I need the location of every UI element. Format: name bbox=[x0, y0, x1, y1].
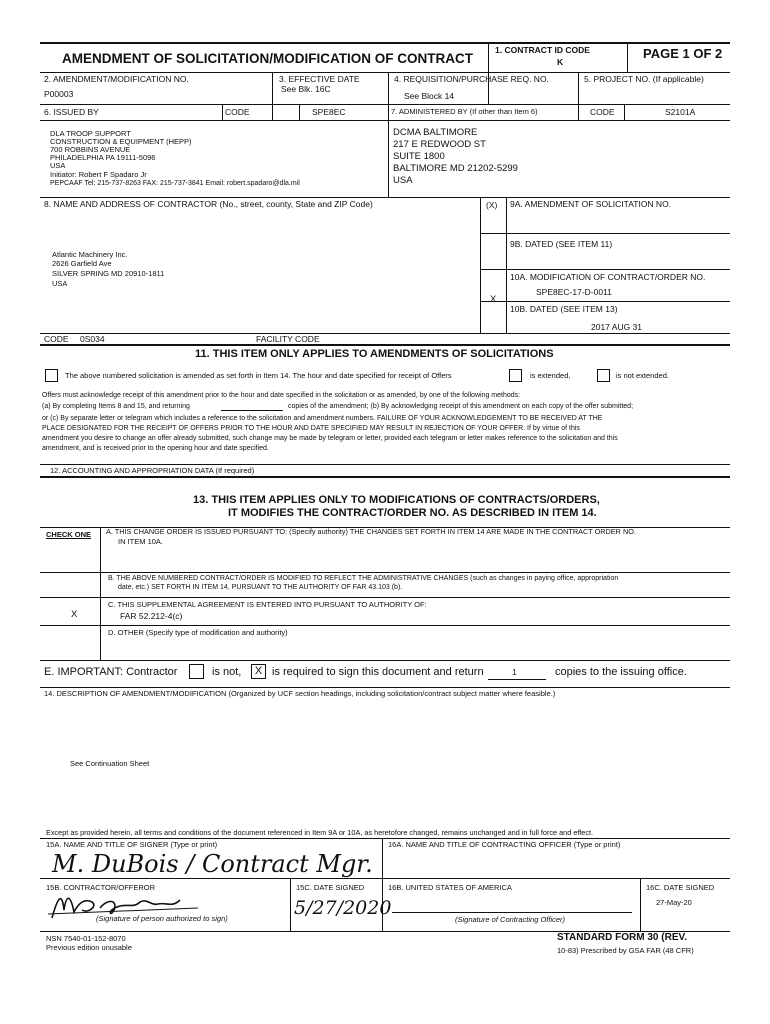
administered-code-value: S2101A bbox=[665, 107, 696, 117]
is-not-checkbox[interactable] bbox=[189, 664, 204, 679]
issuer-line: 700 ROBBINS AVENUE bbox=[50, 145, 131, 154]
sec11-line5: PLACE DESIGNATED FOR THE RECEIPT OF OFFERS PRIOR TO THE HOUR AND DATE SPECIFIED MAY RESULT IN REJECTION OF YOUR OFFER. If by virtue of this bbox=[42, 425, 580, 432]
administered-code-label: CODE bbox=[590, 107, 615, 117]
item13a-line2: IN ITEM 10A. bbox=[118, 537, 164, 546]
section-11-title: 11. THIS ITEM ONLY APPLIES TO AMENDMENTS OF SOLICITATIONS bbox=[195, 348, 554, 360]
copies-tail: copies to the issuing office. bbox=[555, 666, 687, 678]
item10b-label: 10B. DATED (SEE ITEM 13) bbox=[510, 304, 618, 314]
issuer-line: CONSTRUCTION & EQUIPMENT (HEPP) bbox=[50, 137, 192, 146]
issuer-line: USA bbox=[50, 161, 66, 170]
contractor-line: Atlantic Machinery Inc. bbox=[52, 250, 128, 259]
item16a-label: 16A. NAME AND TITLE OF CONTRACTING OFFICER (Type or print) bbox=[388, 840, 621, 849]
contracting-officer-signature-line bbox=[392, 912, 632, 913]
item10-check-mark: X bbox=[490, 294, 497, 305]
item10a-label: 10A. MODIFICATION OF CONTRACT/ORDER NO. bbox=[510, 272, 706, 282]
item13c-line1: C. THIS SUPPLEMENTAL AGREEMENT IS ENTERED INTO PURSUANT TO AUTHORITY OF: bbox=[108, 600, 427, 609]
contract-id-value: K bbox=[557, 57, 564, 67]
admin-line: DCMA BALTIMORE bbox=[393, 127, 478, 138]
standard-form-revision: 10-83) Prescribed by GSA FAR (48 CFR) bbox=[557, 946, 694, 955]
admin-line: 217 E REDWOOD ST bbox=[393, 139, 486, 150]
admin-line: SUITE 1800 bbox=[393, 151, 445, 162]
issued-code-label: CODE bbox=[225, 107, 250, 117]
section-13-title-2: IT MODIFIES THE CONTRACT/ORDER NO. AS DESCRIBED IN ITEM 14. bbox=[228, 507, 597, 519]
contractor-code-value: 0S034 bbox=[80, 334, 105, 344]
contract-id-label: 1. CONTRACT ID CODE bbox=[495, 45, 590, 55]
admin-line: USA bbox=[393, 175, 413, 186]
sec11-line3a: (a) By completing Items 8 and 15, and returning bbox=[42, 403, 190, 410]
is-not-label: is not, bbox=[212, 666, 242, 678]
item16c-value: 27-May-20 bbox=[656, 898, 692, 907]
item10b-value: 2017 AUG 31 bbox=[591, 322, 643, 332]
sec11-line1: The above numbered solicitation is amended as set forth in Item 14. The hour and date specified for receipt of Offers bbox=[65, 371, 452, 380]
contractor-line: SILVER SPRING MD 20910-1811 bbox=[52, 269, 165, 278]
is-required-label: is required to sign this document and return bbox=[272, 666, 484, 678]
extended-label: is extended, bbox=[530, 371, 571, 380]
item15a-label: 15A. NAME AND TITLE OF SIGNER (Type or print) bbox=[46, 840, 218, 849]
section-13-title-1: 13. THIS ITEM APPLIES ONLY TO MODIFICATIONS OF CONTRACTS/ORDERS, bbox=[193, 494, 600, 506]
issuer-line: DLA TROOP SUPPORT bbox=[50, 129, 131, 138]
contractor-line: USA bbox=[52, 279, 68, 288]
effective-date-value: See Blk. 16C bbox=[281, 84, 331, 94]
amendment-no-label: 2. AMENDMENT/MODIFICATION NO. bbox=[44, 74, 189, 84]
item14-label: 14. DESCRIPTION OF AMENDMENT/MODIFICATION (Organized by UCF section headings, including solicitation/contract subject matter where feasible.) bbox=[44, 689, 556, 698]
nsn-number: NSN 7540-01-152-8070 bbox=[46, 934, 126, 943]
sec11-line3b: copies of the amendment; (b) By acknowledging receipt of this amendment on each copy of the offer submitted; bbox=[288, 403, 634, 410]
item13d-label: D. OTHER (Specify type of modification and authority) bbox=[108, 628, 288, 637]
effective-date-label: 3. EFFECTIVE DATE bbox=[279, 74, 360, 84]
sec11-line7: amendment, and is received prior to the opening hour and date specified. bbox=[42, 445, 269, 452]
item9a-label: 9A. AMENDMENT OF SOLICITATION NO. bbox=[510, 199, 672, 209]
administered-by-label: 7. ADMINISTERED BY (If other than Item 6) bbox=[391, 107, 538, 116]
except-statement: Except as provided herein, all terms and conditions of the document referenced in Item 9A or 10A, as heretofore changed, remains unchanged and in full force and effect. bbox=[46, 828, 594, 837]
not-extended-label: is not extended. bbox=[616, 371, 669, 380]
not-extended-checkbox[interactable] bbox=[597, 369, 610, 382]
item16b-caption: (Signature of Contracting Officer) bbox=[455, 915, 566, 924]
important-label: E. IMPORTANT: Contractor bbox=[44, 666, 178, 678]
contractor-line: 2626 Garfield Ave bbox=[52, 259, 112, 268]
check-one-label: CHECK ONE bbox=[46, 530, 92, 539]
previous-edition-note: Previous edition unusable bbox=[46, 943, 132, 952]
contractor-label: 8. NAME AND ADDRESS OF CONTRACTOR (No., street, county, State and ZIP Code) bbox=[44, 199, 373, 209]
facility-code-label: FACILITY CODE bbox=[256, 334, 320, 344]
item13c-check-mark: X bbox=[71, 609, 78, 620]
item15c-value: 5/27/2020 bbox=[294, 897, 392, 919]
item16c-label: 16C. DATE SIGNED bbox=[646, 883, 715, 892]
item13b-line2: date, etc.) SET FORTH IN ITEM 14, PURSUANT TO THE AUTHORITY OF FAR 43.103 (b). bbox=[118, 584, 403, 591]
signer-name-handwritten: M. DuBois / Contract Mgr. bbox=[52, 850, 373, 878]
returning-copies-blank[interactable] bbox=[221, 410, 283, 411]
copies-blank bbox=[488, 679, 546, 680]
amendment-checkbox[interactable] bbox=[45, 369, 58, 382]
item13b-line1: B. THE ABOVE NUMBERED CONTRACT/ORDER IS MODIFIED TO REFLECT THE ADMINISTRATIVE CHANGES (such as changes in paying office, appropriation bbox=[108, 575, 619, 582]
item9b-label: 9B. DATED (SEE ITEM 11) bbox=[510, 239, 613, 249]
item10a-value: SPE8EC-17-D-0011 bbox=[536, 287, 612, 297]
item15b-caption: (Signature of person authorized to sign) bbox=[96, 914, 228, 923]
sec11-line2: Offers must acknowledge receipt of this amendment prior to the hour and date specified in the solicitation or as amended, by one of the following methods: bbox=[42, 392, 521, 399]
issuer-line: PEPCAAF Tel: 215-737-8263 FAX: 215-737-3841 Email: robert.spadaro@dla.mil bbox=[50, 180, 300, 187]
standard-form-label: STANDARD FORM 30 (REV. bbox=[557, 932, 688, 943]
form-title: AMENDMENT OF SOLICITATION/MODIFICATION OF CONTRACT bbox=[62, 51, 473, 66]
item12-label: 12. ACCOUNTING AND APPROPRIATION DATA (If required) bbox=[50, 466, 255, 475]
issuer-line: PHILADELPHIA PA 19111-5096 bbox=[50, 153, 156, 162]
page-indicator: PAGE 1 OF 2 bbox=[643, 46, 723, 61]
x-column-label: (X) bbox=[486, 200, 498, 210]
requisition-value: See Block 14 bbox=[404, 91, 455, 101]
is-required-checkbox[interactable]: X bbox=[251, 664, 266, 679]
item13a-line1: A. THIS CHANGE ORDER IS ISSUED PURSUANT TO: (Specify authority) THE CHANGES SET FORTH IN ITEM 14 ARE MADE IN THE CONTRACT ORDER NO. bbox=[106, 527, 636, 536]
admin-line: BALTIMORE MD 21202-5299 bbox=[393, 163, 518, 174]
contractor-code-label: CODE bbox=[44, 334, 69, 344]
sec11-line4: or (c) By separate letter or telegram which includes a reference to the solicitation and amendment numbers. FAILURE OF YOUR ACKNOWLEDGEMENT TO BE RECEIVED AT THE bbox=[42, 415, 603, 422]
item14-body: See Continuation Sheet bbox=[70, 759, 150, 768]
item13c-line2: FAR 52.212-4(c) bbox=[120, 611, 183, 621]
issuer-line: Initiator: Robert F Spadaro Jr bbox=[50, 170, 147, 179]
copies-count: 1 bbox=[512, 667, 517, 677]
issued-by-label: 6. ISSUED BY bbox=[44, 107, 99, 117]
requisition-label: 4. REQUISITION/PURCHASE REQ. NO. bbox=[394, 74, 549, 84]
issued-code-value: SPE8EC bbox=[312, 107, 346, 117]
amendment-no-value: P00003 bbox=[44, 89, 74, 99]
sec11-line6: amendment you desire to change an offer already submitted, such change may be made by telegram or letter, provided each telegram or letter makes reference to the solicitation and this bbox=[42, 435, 618, 442]
item15c-label: 15C. DATE SIGNED bbox=[296, 883, 365, 892]
project-no-label: 5. PROJECT NO. (If applicable) bbox=[584, 74, 704, 84]
item15b-label: 15B. CONTRACTOR/OFFEROR bbox=[46, 883, 156, 892]
item16b-label: 16B. UNITED STATES OF AMERICA bbox=[388, 883, 512, 892]
extended-checkbox[interactable] bbox=[509, 369, 522, 382]
